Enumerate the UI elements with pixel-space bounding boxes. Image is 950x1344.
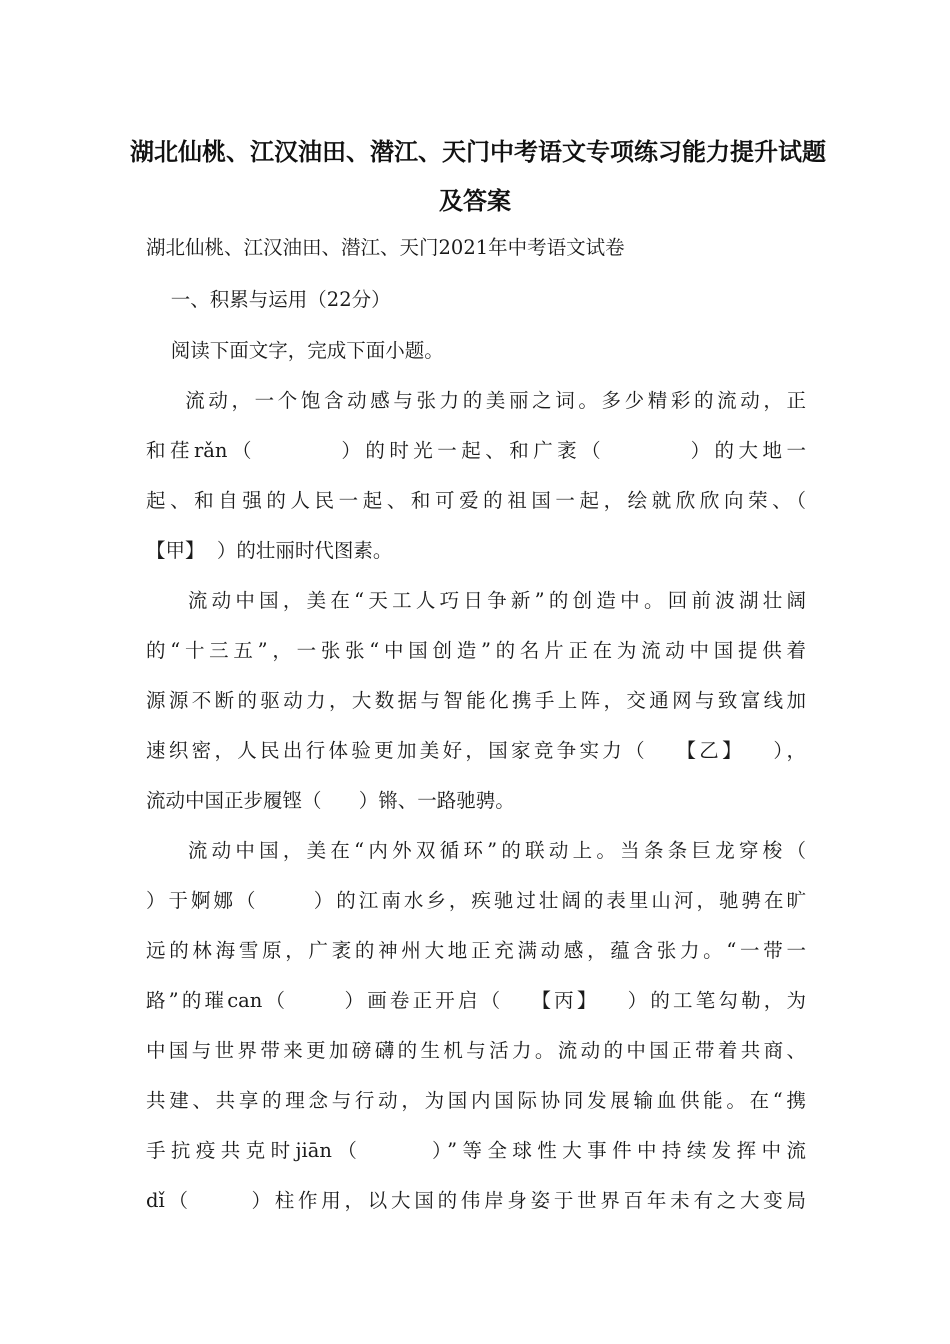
passage-line: 流动，一个饱含动感与张力的美丽之词。多少精彩的流动，正	[146, 389, 806, 412]
instruction-line: 阅读下面文字，完成下面小题。	[146, 339, 444, 362]
passage-line: 的“十三五”，一张张“中国创造”的名片正在为流动中国提供着	[146, 639, 806, 662]
passage-line: 手抗疫共克时jiān（ ）”等全球性大事件中持续发挥中流	[146, 1139, 806, 1162]
passage-line: 共建、共享的理念与行动，为国内国际协同发展输血供能。在“携	[146, 1089, 806, 1112]
passage-line: 流动中国，美在“内外双循环”的联动上。当条条巨龙穿梭（	[146, 839, 806, 862]
passage-line: 远的林海雪原，广袤的神州大地正充满动感，蕴含张力。“一带一	[146, 939, 806, 962]
passage-line: 源源不断的驱动力，大数据与智能化携手上阵，交通网与致富线加	[146, 689, 806, 712]
passage-line: 中国与世界带来更加磅礴的生机与活力。流动的中国正带着共商、	[146, 1039, 806, 1062]
document-title-line-1: 湖北仙桃、江汉油田、潜江、天门中考语文专项练习能力提升试题	[130, 138, 826, 166]
section-heading: 一、积累与运用（22分）	[146, 288, 391, 311]
exam-name-line: 湖北仙桃、江汉油田、潜江、天门2021年中考语文试卷	[146, 236, 625, 259]
passage-line: dǐ（ ）柱作用，以大国的伟岸身姿于世界百年未有之大变局	[146, 1189, 806, 1212]
document-title-line-2: 及答案	[439, 187, 511, 215]
passage-line: 【甲】 ）的壮丽时代图素。	[146, 539, 393, 562]
passage-line: 路”的璀can（ ）画卷正开启（ 【丙】 ）的工笔勾勒，为	[146, 989, 806, 1012]
passage-line: ）于婀娜（ ）的江南水乡，疾驰过壮阔的表里山河，驰骋在旷	[146, 889, 806, 912]
passage-line: 和荏rǎn（ ）的时光一起、和广袤（ ）的大地一	[146, 439, 806, 462]
passage-line: 流动中国正步履铿（ ）锵、一路驰骋。	[146, 789, 515, 812]
passage-line: 起、和自强的人民一起、和可爱的祖国一起，绘就欣欣向荣、（	[146, 489, 806, 512]
passage-line: 流动中国，美在“天工人巧日争新”的创造中。回前波湖壮阔	[146, 589, 806, 612]
passage-line: 速织密，人民出行体验更加美好，国家竞争实力（ 【乙】 ），	[146, 739, 806, 762]
